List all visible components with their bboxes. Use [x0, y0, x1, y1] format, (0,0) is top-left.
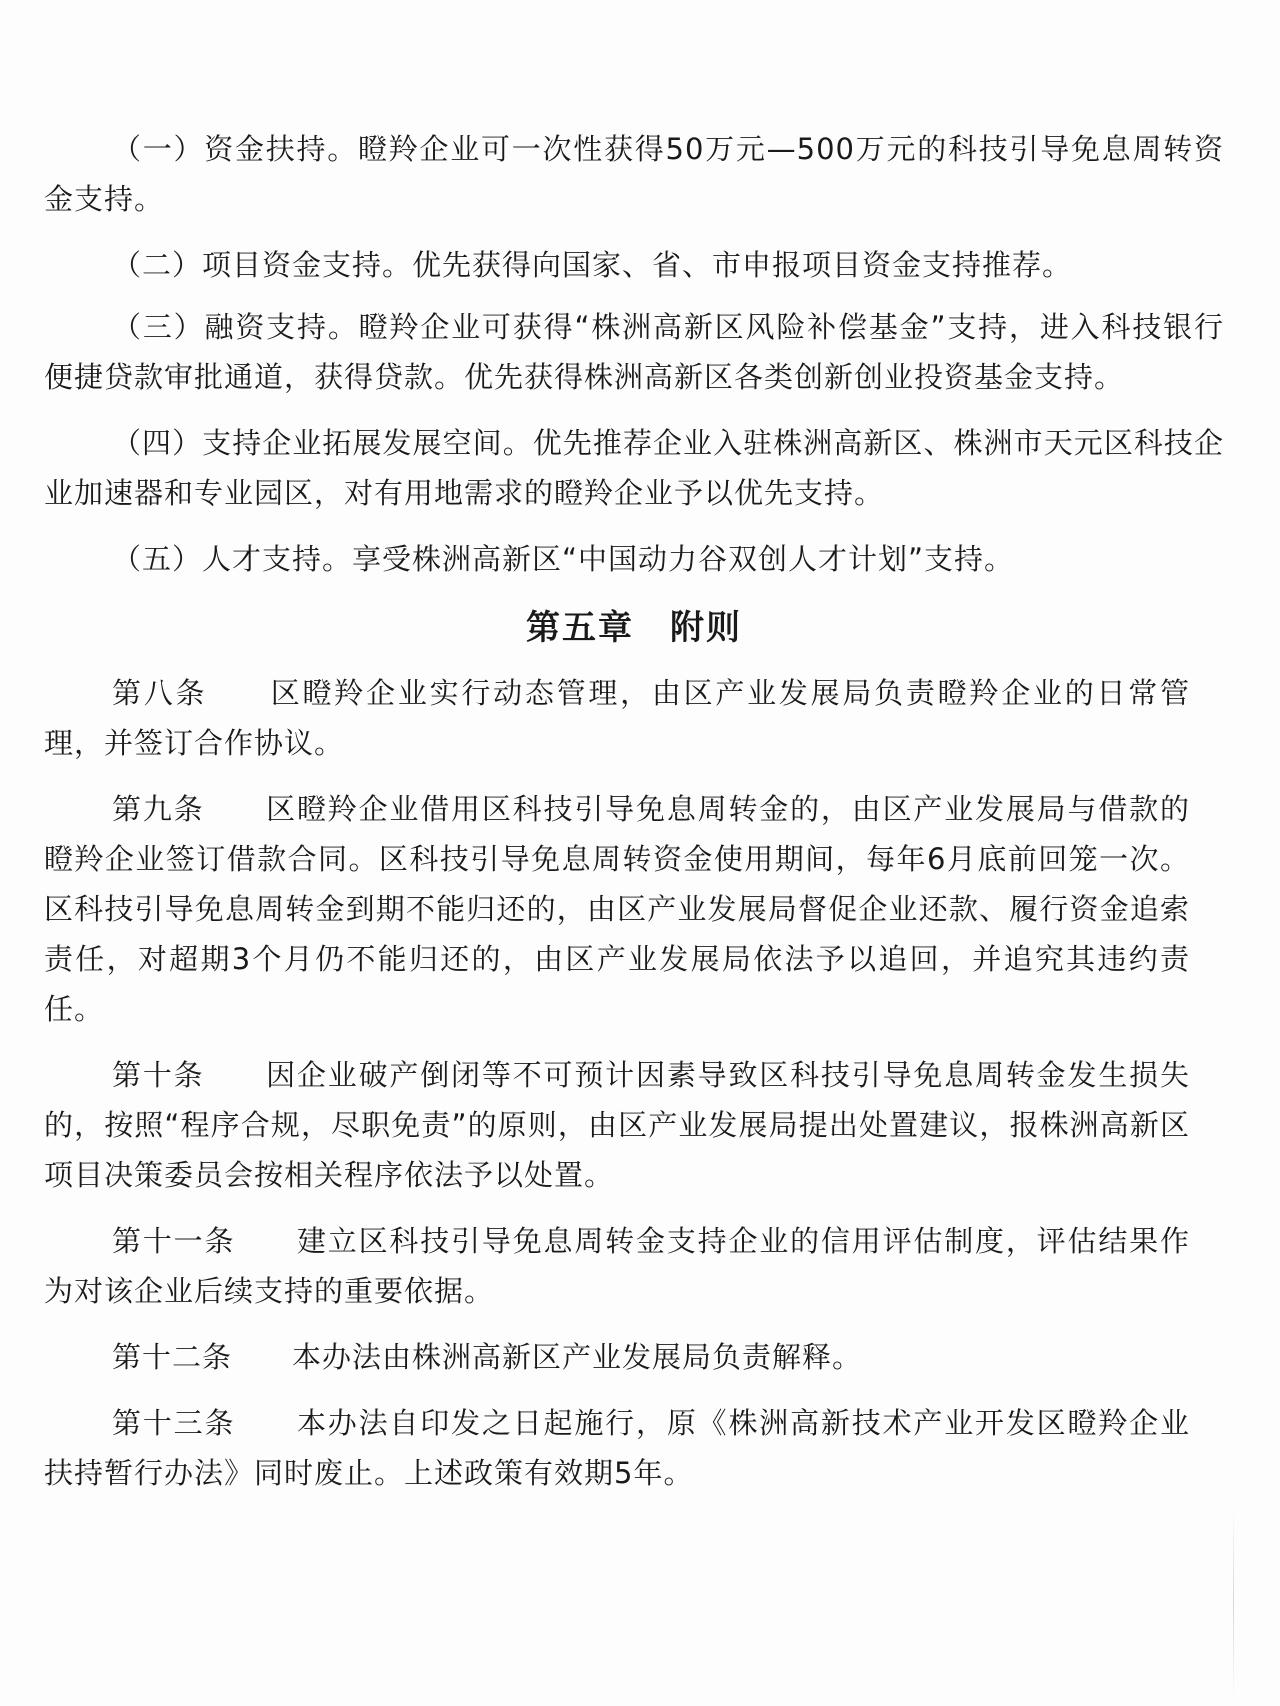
paragraph-development-space-support: （四）支持企业拓展发展空间。优先推荐企业入驻株洲高新区、株洲市天元区科技企业加速器和专业园区，对有用地需求的瞪羚企业予以优先支持。 — [44, 426, 1224, 510]
paragraph-project-fund-support: （二）项目资金支持。优先获得向国家、省、市申报项目资金支持推荐。 — [112, 248, 1073, 282]
article-8 — [44, 668, 1224, 768]
document-body — [44, 124, 1224, 1498]
article-9 — [44, 784, 1224, 1034]
article-11 — [44, 1216, 1224, 1316]
chapter-title: 附则 — [670, 608, 742, 648]
chapter-heading — [44, 598, 1224, 658]
scan-edge-line — [1233, 1500, 1234, 1706]
article-label: 第八条 — [112, 676, 208, 710]
article-text: 区瞪羚企业实行动态管理，由区产业发展局负责瞪羚企业的日常管理，并签订合作协议。 — [44, 676, 1190, 760]
paragraph-financing-support: （三）融资支持。瞪羚企业可获得“株洲高新区风险补偿基金”支持，进入科技银行便捷贷款审批通道，获得贷款。优先获得株洲高新区各类创新创业投资基金支持。 — [44, 310, 1224, 394]
article-12 — [44, 1332, 1224, 1382]
article-label: 第九条 — [112, 792, 205, 826]
paragraph-fund-support: （一）资金扶持。瞪羚企业可一次性获得50万元—500万元的科技引导免息周转资金支持。 — [44, 132, 1224, 216]
article-text: 建立区科技引导免息周转金支持企业的信用评估制度，评估结果作为对该企业后续支持的重要依据。 — [44, 1224, 1190, 1308]
article-label: 第十三条 — [112, 1406, 236, 1440]
article-label: 第十二条 — [112, 1340, 233, 1374]
article-label: 第十条 — [112, 1058, 205, 1092]
paragraph-talent-support: （五）人才支持。享受株洲高新区“中国动力谷双创人才计划”支持。 — [112, 542, 1015, 576]
article-text: 因企业破产倒闭等不可预计因素导致区科技引导免息周转金发生损失的，按照“程序合规，尽职免责”的原则，由区产业发展局提出处置建议，报株洲高新区项目决策委员会按相关程序依法予以处置。 — [44, 1058, 1190, 1192]
article-text: 区瞪羚企业借用区科技引导免息周转金的，由区产业发展局与借款的瞪羚企业签订借款合同。区科技引导免息周转资金使用期间，每年6月底前回笼一次。区科技引导免息周转金到期不能归还的，由区产业发展局督促企业还款、履行资金追索责任，对超期3个月仍不能归还的，由区产业发展局依法予以追回，并追究其违约责任。 — [44, 792, 1190, 1026]
article-label: 第十一条 — [112, 1224, 236, 1258]
article-text: 本办法由株洲高新区产业发展局负责解释。 — [292, 1340, 863, 1374]
chapter-number: 第五章 — [526, 608, 634, 648]
article-10 — [44, 1050, 1224, 1200]
article-text: 本办法自印发之日起施行，原《株洲高新技术产业开发区瞪羚企业扶持暂行办法》同时废止。上述政策有效期5年。 — [44, 1406, 1190, 1490]
article-13 — [44, 1398, 1224, 1498]
